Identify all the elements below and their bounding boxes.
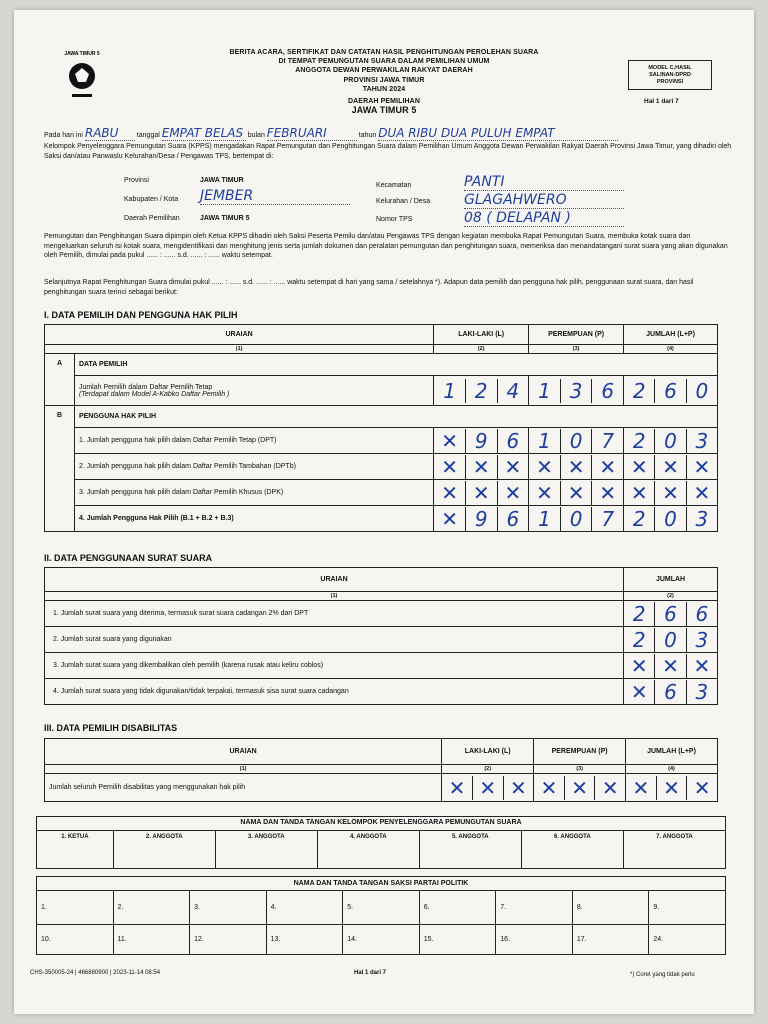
handwritten-digit: 2 [632, 378, 646, 403]
model-line-1: MODEL C.HASIL [648, 65, 692, 71]
header-line-6: DAERAH PEMILIHAN [348, 98, 420, 106]
provinsi-label: Provinsi [124, 177, 149, 184]
handwritten-digit: ✕ [472, 776, 503, 800]
handwritten-digit: 2 [632, 627, 646, 652]
sig-anggota-5: 5. ANGGOTA [419, 831, 521, 869]
handwritten-digit: ✕ [686, 481, 717, 505]
col-num: (3) [534, 765, 626, 774]
model-line-2: SALINAN-DPRD [649, 72, 691, 78]
header-laki: LAKI-LAKI (L) [434, 325, 529, 345]
page-indicator-top: Hal 1 dari 7 [644, 98, 679, 105]
handwritten-digit: ✕ [594, 776, 625, 800]
saksi-17: 17. [572, 925, 649, 955]
handwritten-digit: 0 [654, 507, 685, 531]
handwritten-digit: 0 [560, 507, 592, 531]
kabupaten-label: Kabupaten / Kota [124, 196, 179, 203]
sig-anggota-7: 7. ANGGOTA [623, 831, 725, 869]
form-page [14, 10, 754, 1014]
saksi-table [36, 876, 726, 955]
hari-value: RABU [85, 126, 135, 141]
model-box [628, 60, 712, 90]
ss4-value [624, 679, 718, 705]
saksi-12: 12. [190, 925, 267, 955]
header-jumlah: JUMLAH (L+P) [626, 739, 718, 765]
row-ss2-label: 2. Jumlah surat suara yang digunakan [45, 627, 624, 653]
handwritten-digit: ✕ [465, 455, 497, 479]
header-line-3: ANGGOTA DEWAN PERWAKILAN RAKYAT DAERAH [295, 67, 473, 75]
row-b3-label: 3. Jumlah pengguna hak pilih dalam Daftar Pemilih Khusus (DPK) [74, 480, 433, 506]
handwritten-digit: 7 [591, 507, 623, 531]
row-dpt-note: (Terdapat dalam Model A-Kabko Daftar Pemilih ) [78, 390, 230, 398]
logo-text: JAWA TIMUR 5 [64, 51, 100, 57]
intro-paragraph: Kelompok Penyelenggara Pemungutan Suara (KPPS) mengadakan Rapat Pemungutan dan Penghitungan Suara dalam Pemilihan Umum Anggota Dewan Perwakilan Rakyat Daerah Provinsi Jawa Timur, yang dihadiri oleh Saksi dan/atau Panwaslu Kelurahan/Desa / Pengawas TPS, bertempat di: [44, 143, 732, 160]
b2-perempuan [529, 454, 624, 480]
footer-note: *) Coret yang tidak perlu [630, 972, 695, 978]
dpt-laki [434, 376, 529, 406]
handwritten-digit: 9 [465, 429, 497, 453]
handwritten-digit: 6 [497, 429, 529, 453]
handwritten-digit: 0 [560, 429, 592, 453]
col-num: (3) [529, 345, 624, 354]
col-num: (4) [626, 765, 718, 774]
header-uraian: URAIAN [45, 325, 434, 345]
b4-perempuan [529, 506, 624, 532]
handwritten-digit: 6 [591, 379, 623, 403]
row-ss3-label: 3. Jumlah surat suara yang dikembalikan oleh pemilih (karena rusak atau keliru coblos) [45, 653, 624, 679]
ss3-value [624, 653, 718, 679]
bulan-label: bulan [247, 132, 265, 139]
handwritten-digit: 1 [538, 378, 551, 403]
tanggal-label: tanggal [136, 132, 160, 139]
kelurahan-value: GLAGAHWERO [464, 192, 624, 209]
saksi-14: 14. [343, 925, 420, 955]
handwritten-digit: ✕ [654, 481, 685, 505]
handwritten-digit: 6 [497, 507, 529, 531]
col-num: (2) [434, 345, 529, 354]
handwritten-digit: ✕ [560, 455, 592, 479]
handwritten-digit: ✕ [591, 481, 623, 505]
b1-laki [434, 428, 529, 454]
ss1-value [624, 601, 718, 627]
b4-jumlah [624, 506, 718, 532]
saksi-2: 2. [113, 891, 190, 925]
kelurahan-label: Kelurahan / Desa [376, 198, 431, 205]
dapil-label: Daerah Pemilihan [124, 215, 180, 222]
footer-page: Hal 1 dari 7 [354, 970, 387, 976]
col-num: (2) [624, 592, 718, 601]
handwritten-digit: ✕ [560, 481, 592, 505]
handwritten-digit: ✕ [630, 480, 648, 505]
table-data-pemilih [44, 324, 718, 532]
b1-perempuan [529, 428, 624, 454]
section-1-title: I. DATA PEMILIH DAN PENGGUNA HAK PILIH [44, 310, 238, 320]
handwritten-digit: 0 [654, 628, 685, 652]
row-dpt-label: Jumlah Pemilih dalam Daftar Pemilih Tetap [78, 383, 213, 391]
handwritten-digit: 7 [591, 429, 623, 453]
tahun-value: DUA RIBU DUA PULUH EMPAT [378, 126, 618, 141]
saksi-16: 16. [496, 925, 573, 955]
handwritten-digit: ✕ [448, 775, 466, 800]
handwritten-digit: 2 [632, 506, 646, 531]
handwritten-digit: 3 [686, 628, 717, 652]
handwritten-digit: 3 [560, 379, 592, 403]
header-laki: LAKI-LAKI (L) [442, 739, 534, 765]
header-dapil: JAWA TIMUR 5 [351, 105, 417, 116]
kecamatan-label: Kecamatan [376, 182, 412, 189]
handwritten-digit: ✕ [465, 481, 497, 505]
saksi-title: NAMA DAN TANDA TANGAN SAKSI PARTAI POLITIK [37, 877, 726, 891]
handwritten-digit: 4 [497, 379, 529, 403]
header-perempuan: PEREMPUAN (P) [534, 739, 626, 765]
col-num: (1) [45, 592, 624, 601]
saksi-3: 3. [190, 891, 267, 925]
header-line-2: DI TEMPAT PEMUNGUTAN SUARA DALAM PEMILIHAN UMUM [278, 58, 490, 66]
handwritten-digit: 9 [465, 507, 497, 531]
row-dis-label: Jumlah seluruh Pemilih disabilitas yang menggunakan hak pilih [45, 774, 442, 802]
header-jumlah: JUMLAH (L+P) [624, 325, 718, 345]
handwritten-digit: 2 [632, 428, 646, 453]
kpps-signature-table [36, 816, 726, 869]
row-b4-label: 4. Jumlah Pengguna Hak Pilih (B.1 + B.2 + B.3) [74, 506, 433, 532]
dpt-perempuan [529, 376, 624, 406]
row-ss4-label: 4. Jumlah surat suara yang tidak digunakan/tidak terpakai, termasuk sisa surat suara cadangan [45, 679, 624, 705]
saksi-6: 6. [419, 891, 496, 925]
row-ss1-label: 1. Jumlah surat suara yang diterima, termasuk surat suara cadangan 2% dari DPT [45, 601, 624, 627]
handwritten-digit: 0 [686, 379, 717, 403]
saksi-10: 10. [37, 925, 114, 955]
tps-value: 08 ( DELAPAN ) [464, 210, 624, 227]
header-line-4: PROVINSI JAWA TIMUR [343, 76, 425, 84]
handwritten-digit: ✕ [540, 775, 558, 800]
handwritten-digit: ✕ [686, 455, 717, 479]
header-line-1: BERITA ACARA, SERTIFIKAT DAN CATATAN HASIL PENGHITUNGAN PEROLEHAN SUARA [229, 49, 539, 56]
kecamatan-value: PANTI [464, 174, 624, 191]
handwritten-digit: ✕ [441, 454, 458, 479]
handwritten-digit: ✕ [654, 455, 685, 479]
sig-ketua: 1. KETUA [37, 831, 114, 869]
dis-laki [442, 774, 534, 802]
tahun-label: tahun [358, 132, 377, 139]
col-num: (2) [442, 765, 534, 774]
form-header [164, 48, 604, 115]
ss2-value [624, 627, 718, 653]
handwritten-digit: 6 [654, 680, 685, 704]
b2-jumlah [624, 454, 718, 480]
sig-anggota-4: 4. ANGGOTA [317, 831, 419, 869]
handwritten-digit: 2 [632, 601, 646, 626]
saksi-7: 7. [496, 891, 573, 925]
handwritten-digit: 6 [654, 379, 685, 403]
handwritten-digit: 6 [686, 602, 717, 626]
kabupaten-value: JEMBER [200, 188, 350, 205]
pada-hari-label: Pada hari ini [44, 132, 83, 139]
handwritten-digit: 6 [654, 602, 685, 626]
b3-perempuan [529, 480, 624, 506]
handwritten-digit: 3 [686, 507, 717, 531]
row-b2-label: 2. Jumlah pengguna hak pilih dalam Daftar Pemilih Tambahan (DPTb) [74, 454, 433, 480]
col-num: (4) [624, 345, 718, 354]
b2-laki [434, 454, 529, 480]
paragraph-2: Pemungutan dan Penghitungan Suara dipimpin oleh Ketua KPPS dihadiri oleh Saksi Peserta Pemilu dan/atau Pengawas TPS dengan kegiatan membuka Rapat Pemungutan Suara, membuka kotak suara dan mengeluarkan seluruh isi kotak suara, mengidentifikasi dan menghitung jenis serta jumlah dokumen dan peralatan pemungutan dan penghitungan suara, memeriksa dan menandatangani surat suara yang akan digunakan oleh Pemilih, dimulai pada pukul ...... : ...... s.d. ...... : ...... waktu setempat. [44, 233, 728, 259]
row-b1-label: 1. Jumlah pengguna hak pilih dalam Daftar Pemilih Tetap (DPT) [74, 428, 433, 454]
section-2-title: II. DATA PENGGUNAAN SURAT SUARA [44, 553, 213, 563]
row-marker-b: B [45, 406, 75, 532]
saksi-1: 1. [37, 891, 114, 925]
handwritten-digit: ✕ [630, 679, 648, 704]
table-disabilitas [44, 738, 718, 802]
dis-perempuan [534, 774, 626, 802]
handwritten-digit: ✕ [497, 455, 529, 479]
row-marker-a: A [45, 354, 75, 406]
kpps-title: NAMA DAN TANDA TANGAN KELOMPOK PENYELENGGARA PEMUNGUTAN SUARA [37, 817, 726, 831]
header-line-5: TAHUN 2024 [362, 85, 406, 93]
handwritten-digit: ✕ [654, 654, 685, 678]
b3-laki [434, 480, 529, 506]
tanggal-value: EMPAT BELAS [162, 126, 246, 141]
header-uraian: URAIAN [45, 568, 624, 592]
col-num: (1) [45, 765, 442, 774]
saksi-5: 5. [343, 891, 420, 925]
handwritten-digit: 1 [538, 428, 551, 453]
saksi-4: 4. [266, 891, 343, 925]
handwritten-digit: ✕ [441, 428, 458, 453]
b4-laki [434, 506, 529, 532]
provinsi-value: JAWA TIMUR [200, 177, 244, 184]
header-uraian: URAIAN [45, 739, 442, 765]
handwritten-digit: ✕ [630, 653, 648, 678]
handwritten-digit: ✕ [686, 776, 717, 800]
handwritten-digit: ✕ [686, 654, 717, 678]
dapil-value: JAWA TIMUR 5 [200, 215, 250, 222]
handwritten-digit: ✕ [536, 480, 553, 505]
handwritten-digit: ✕ [564, 776, 595, 800]
header-jumlah: JUMLAH [624, 568, 718, 592]
handwritten-digit: ✕ [503, 776, 534, 800]
saksi-11: 11. [113, 925, 190, 955]
saksi-15: 15. [419, 925, 496, 955]
dpt-jumlah [624, 376, 718, 406]
handwritten-digit: ✕ [441, 480, 458, 505]
handwritten-digit: ✕ [536, 454, 553, 479]
section-3-title: III. DATA PEMILIH DISABILITAS [44, 723, 178, 733]
sig-anggota-6: 6. ANGGOTA [521, 831, 623, 869]
sig-anggota-3: 3. ANGGOTA [215, 831, 317, 869]
b3-jumlah [624, 480, 718, 506]
handwritten-digit: ✕ [591, 455, 623, 479]
pengguna-title: PENGGUNA HAK PILIH [74, 406, 717, 428]
bulan-value: FEBRUARI [267, 126, 357, 141]
handwritten-digit: 0 [654, 429, 685, 453]
handwritten-digit: ✕ [441, 506, 458, 531]
col-num: (1) [45, 345, 434, 354]
row-dpt [74, 376, 433, 406]
handwritten-digit: 1 [443, 378, 456, 403]
handwritten-digit: ✕ [630, 454, 648, 479]
table-surat-suara [44, 567, 718, 705]
model-line-3: PROVINSI [656, 79, 684, 85]
header-perempuan: PEREMPUAN (P) [529, 325, 624, 345]
kpu-logo [56, 46, 108, 104]
saksi-8: 8. [572, 891, 649, 925]
paragraph-3: Selanjutnya Rapat Penghitungan Suara dimulai pukul ...... : ...... s.d. ...... : ...... waktu setempat di hari yang sama / setelahnya *). Adapun data pemilih dan pengguna hak pilih, penggunaan surat suara, dan hasil penghitungan suara terinci sebagai berikut: [44, 279, 694, 296]
sig-anggota-2: 2. ANGGOTA [113, 831, 215, 869]
dis-jumlah [626, 774, 718, 802]
saksi-9: 9. [649, 891, 726, 925]
handwritten-digit: ✕ [656, 776, 687, 800]
handwritten-digit: ✕ [632, 775, 650, 800]
saksi-24: 24. [649, 925, 726, 955]
b1-jumlah [624, 428, 718, 454]
data-pemilih-title: DATA PEMILIH [74, 354, 717, 376]
tps-label: Nomor TPS [376, 216, 413, 223]
intro-line [44, 126, 734, 141]
handwritten-digit: 3 [686, 680, 717, 704]
handwritten-digit: 2 [465, 379, 497, 403]
handwritten-digit: 3 [686, 429, 717, 453]
saksi-13: 13. [266, 925, 343, 955]
footer-code: CHS-350005-24 | 466880900 | 2023-11-14 08:54 [30, 970, 161, 976]
handwritten-digit: ✕ [497, 481, 529, 505]
handwritten-digit: 1 [538, 506, 551, 531]
